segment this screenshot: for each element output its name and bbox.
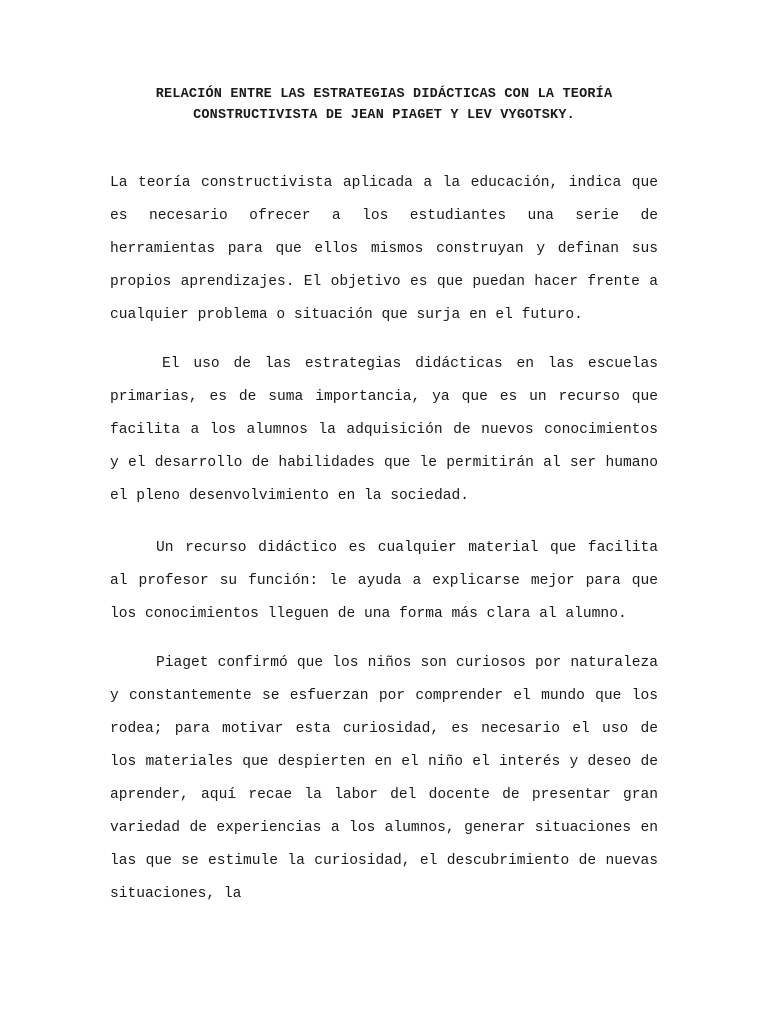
paragraph-2: El uso de las estrategias didácticas en las escuelas primarias, es de suma importancia, ya que es un recurso que facilita a los alumnos la adquisición de nuevos conocimientos y el desarrollo de habilidades que le permitirán al ser humano el pleno desenvolvimiento en la sociedad.	[110, 356, 658, 504]
title-line-1: RELACIÓN ENTRE LAS ESTRATEGIAS DIDÁCTICAS CON LA TEORÍA	[155, 87, 613, 102]
paragraph-1: La teoría constructivista aplicada a la educación, indica que es necesario ofrecer a los estudiantes una serie de herramientas para que ellos mismos construyan y definan sus propios aprendizajes. El objetivo es que puedan hacer frente a cualquier problema o situación que surja en el futuro.	[110, 175, 658, 323]
document-title	[110, 84, 658, 126]
title-line-2: CONSTRUCTIVISTA DE JEAN PIAGET Y LEV VYGOTSKY.	[193, 108, 575, 123]
paragraph-4: Piaget confirmó que los niños son curiosos por naturaleza y constantemente se esfuerzan por comprender el mundo que los rodea; para motivar esta curiosidad, es necesario el uso de los materiales que despierten en el niño el interés y deseo de aprender, aquí recae la labor del docente de presentar gran variedad de experiencias a los alumnos, generar situaciones en las que se estimule la curiosidad, el descubrimiento de nuevas situaciones, la	[110, 655, 658, 902]
paragraph-3: Un recurso didáctico es cualquier material que facilita al profesor su función: le ayuda a explicarse mejor para que los conocimientos lleguen de una forma más clara al alumno.	[110, 540, 658, 622]
